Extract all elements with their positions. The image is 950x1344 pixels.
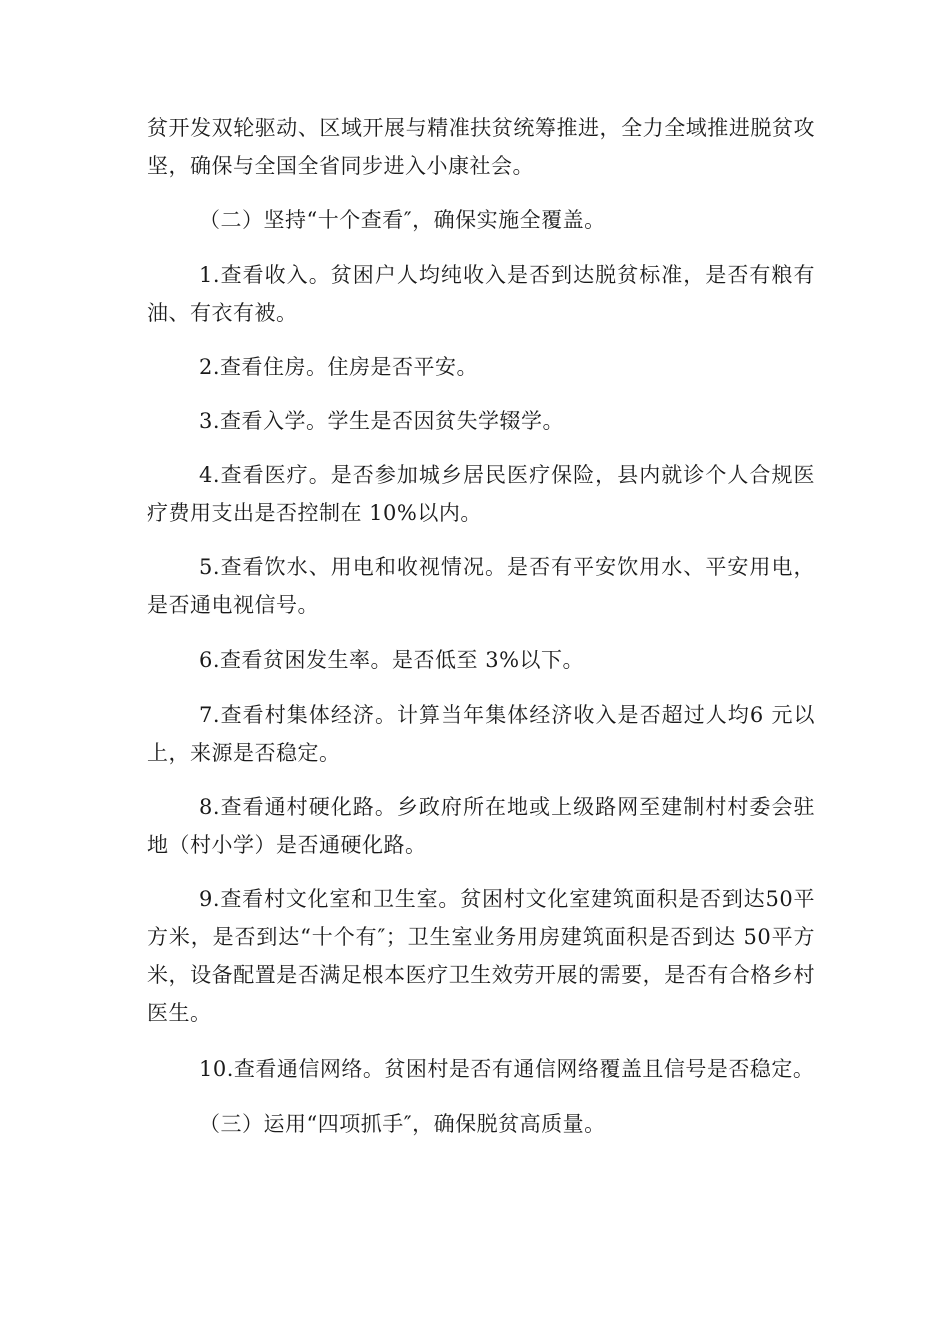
item-5-water-power-tv: 5.查看饮水、用电和收视情况。是否有平安饮用水、平安用电，是否通电视信号。 [147, 555, 815, 617]
item-2-housing: 2.查看住房。住房是否平安。 [199, 355, 479, 379]
section-heading-three: （三）运用“四项抓手″，确保脱贫高质量。 [199, 1112, 606, 1136]
item-9-culture-health-rooms: 9.查看村文化室和卫生室。贫困村文化室建筑面积是否到达50平方米，是否到达“十个有″；卫生室业务用房建筑面积是否到达 50平方米，设备配置是否满足根本医疗卫生效劳开展的需要，是否有合格乡村医生。 [147, 887, 815, 1025]
item-7-collective-economy: 7.查看村集体经济。计算当年集体经济收入是否超过人均6 元以上，来源是否稳定。 [147, 703, 815, 765]
item-1-income: 1.查看收入。贫困户人均纯收入是否到达脱贫标准，是否有粮有油、有衣有被。 [147, 263, 815, 325]
item-6-poverty-rate: 6.查看贫困发生率。是否低至 3%以下。 [199, 648, 585, 672]
section-heading-two: （二）坚持“十个查看″，确保实施全覆盖。 [199, 208, 606, 232]
item-4-medical: 4.查看医疗。是否参加城乡居民医疗保险，县内就诊个人合规医疗费用支出是否控制在 10%以内。 [147, 463, 815, 525]
item-8-hardened-road: 8.查看通村硬化路。乡政府所在地或上级路网至建制村村委会驻地（村小学）是否通硬化路。 [147, 795, 815, 857]
item-3-education: 3.查看入学。学生是否因贫失学辍学。 [199, 409, 565, 433]
item-10-network: 10.查看通信网络。贫困村是否有通信网络覆盖且信号是否稳定。 [199, 1057, 815, 1081]
paragraph-continuation: 贫开发双轮驱动、区域开展与精准扶贫统筹推进，全力全域推进脱贫攻坚，确保与全国全省同步进入小康社会。 [147, 116, 815, 178]
